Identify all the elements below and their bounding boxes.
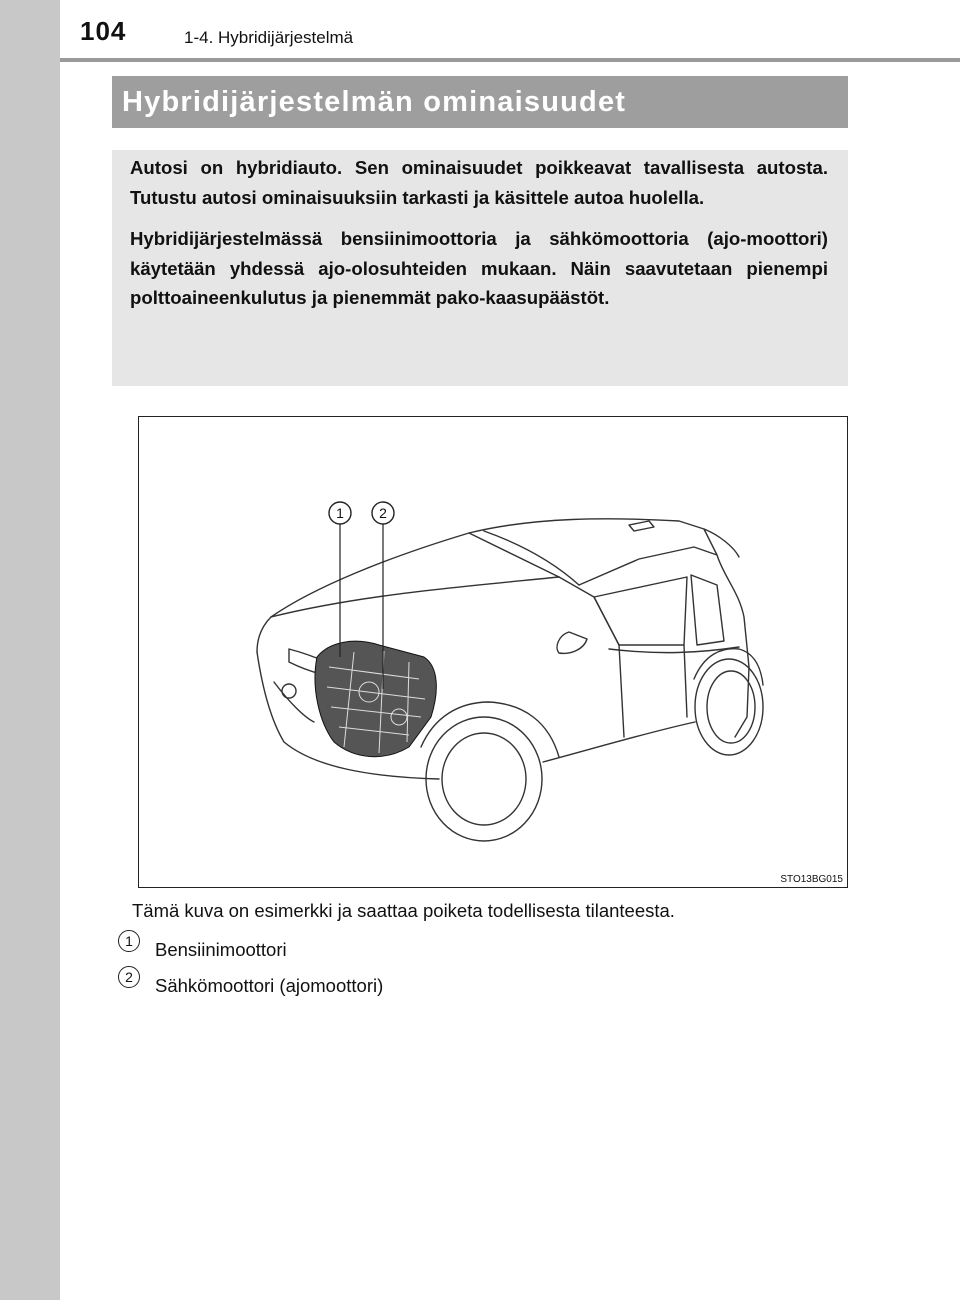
section-title: Hybridijärjestelmän ominaisuudet [112, 76, 848, 128]
chapter-title: 1-4. Hybridijärjestelmä [184, 28, 354, 47]
intro-paragraph-2: Hybridijärjestelmässä bensiinimoottoria ja sähkömoottoria (ajo-moottori) käytetään yhdessä ajo-olosuhteiden mukaan. Näin saavutetaan pienempi polttoaineenkulutus ja pienemmät pako-kaasupäästöt. [130, 228, 828, 308]
legend-item-motor [118, 969, 384, 1000]
legend-item-engine [118, 933, 287, 964]
legend-label-1: Bensiinimoottori [155, 939, 287, 960]
callout-1: 1 [336, 505, 344, 521]
page-number: 104 [80, 16, 127, 46]
car-illustration [138, 416, 848, 888]
intro-box [112, 150, 848, 386]
header-rule [60, 58, 960, 62]
figure-code: STO13BG015 [780, 874, 843, 885]
callout-2: 2 [379, 505, 387, 521]
legend-number-2: 2 [118, 966, 140, 988]
legend-label-2: Sähkömoottori (ajomoottori) [155, 975, 384, 996]
intro-paragraph-1: Autosi on hybridiauto. Sen ominaisuudet poikkeavat tavallisesta autosta. Tutustu autosi ominaisuuksiin tarkasti ja käsittele autoa huolella. [130, 157, 828, 208]
legend-number-1: 1 [118, 930, 140, 952]
car-drawing [139, 417, 847, 887]
figure-caption: Tämä kuva on esimerkki ja saattaa poiketa todellisesta tilanteesta. [132, 900, 675, 921]
side-strip [0, 0, 60, 1300]
